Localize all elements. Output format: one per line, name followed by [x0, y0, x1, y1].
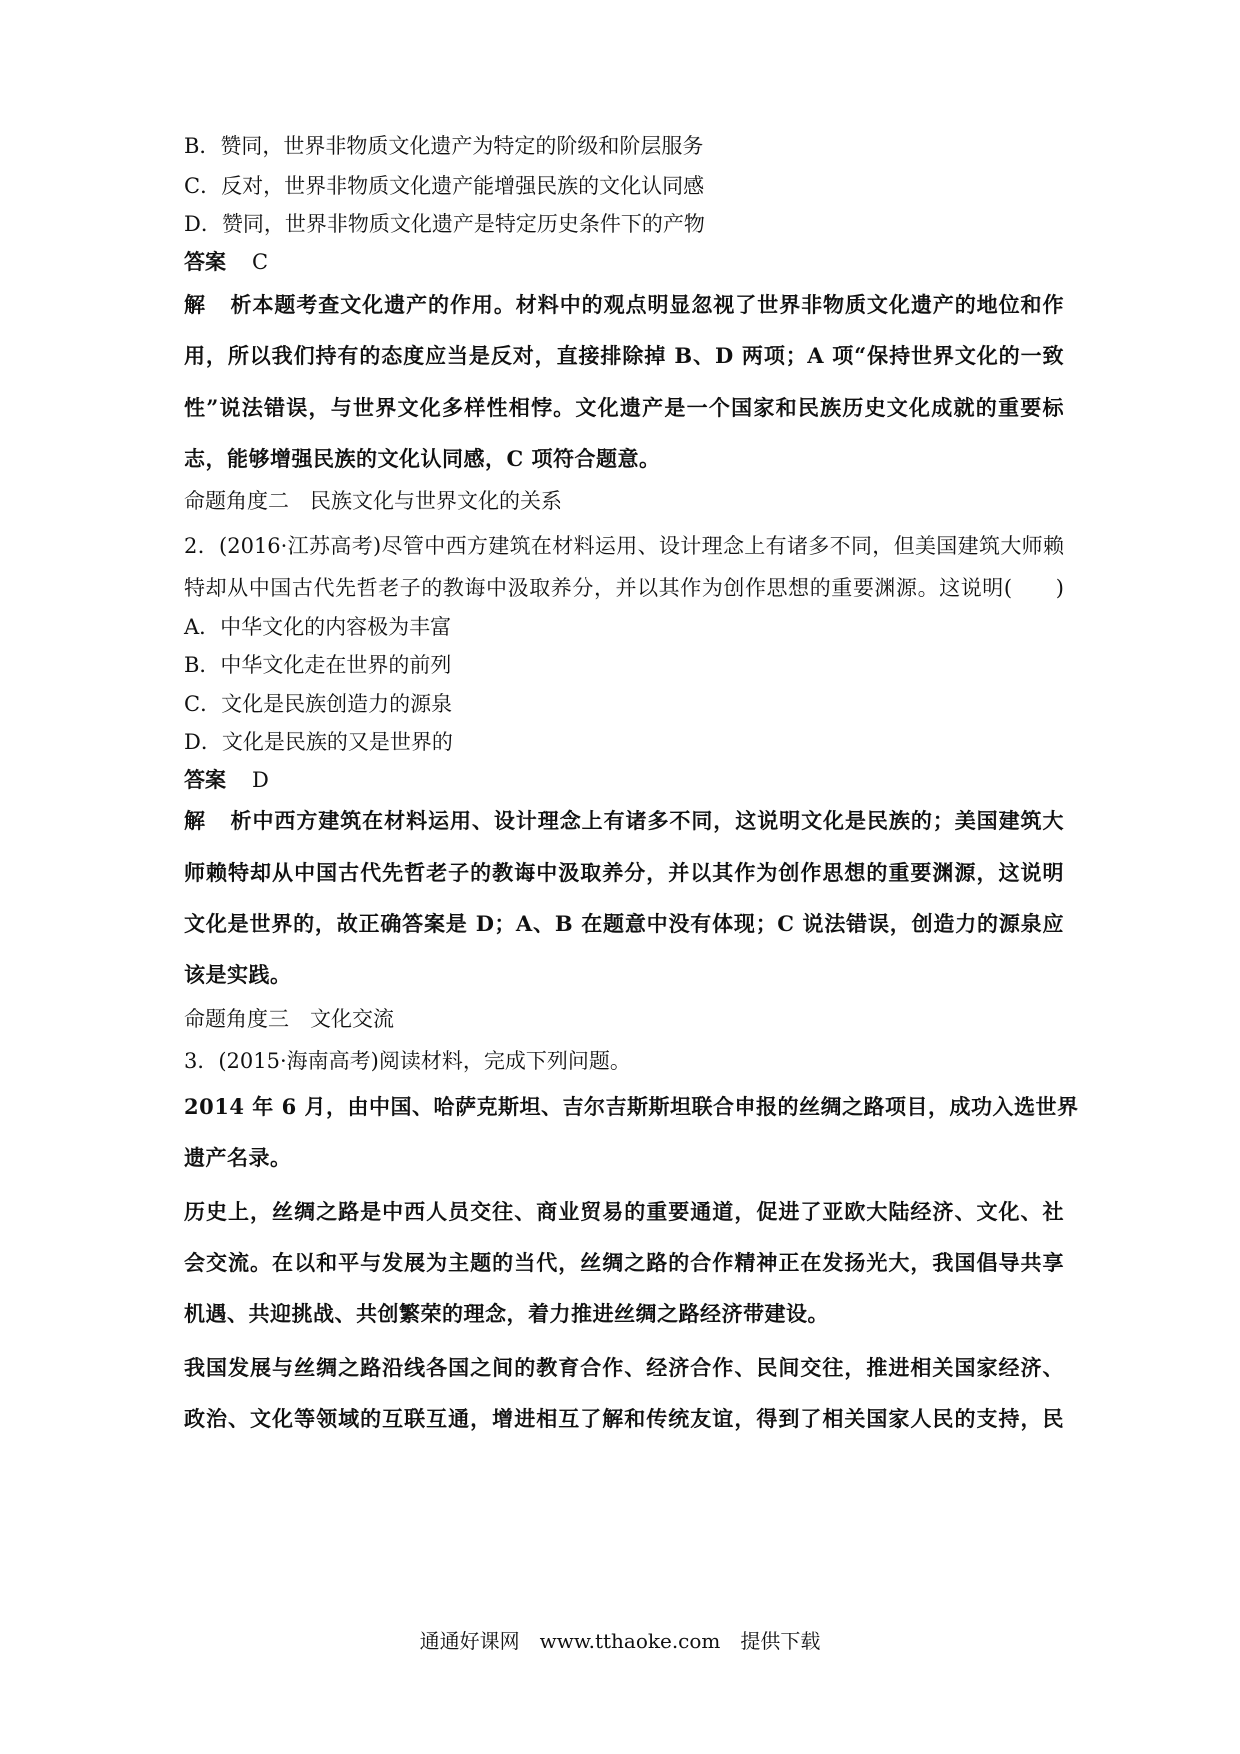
analysis-text-line: 文化是世界的，故正确答案是 D；A、B 在题意中没有体现；C 说法错误，创造力的源泉应 [184, 911, 1064, 936]
q2-answer [184, 765, 1064, 795]
q1-analysis [184, 290, 1064, 320]
q1-answer [184, 247, 1064, 277]
section-heading-angle-3: 命题角度三 文化交流 [184, 1007, 394, 1031]
analysis-text-line: 本题考查文化遗产的作用。材料中的观点明显忽视了世界非物质文化遗产的地位和作 [252, 292, 1064, 317]
section-heading-angle-2: 命题角度二 民族文化与世界文化的关系 [184, 489, 562, 513]
answer-value: C [252, 250, 269, 274]
page-footer: 通通好课网 www.tthaoke.com 提供下载 [419, 1629, 821, 1653]
q3-material-line: 机遇、共迎挑战、共创繁荣的理念，着力推进丝绸之路经济带建设。 [184, 1301, 829, 1326]
q2-option-d: D．文化是民族的又是世界的 [184, 730, 453, 754]
answer-label: 答案 [184, 249, 226, 274]
analysis-text-line: 志，能够增强民族的文化认同感，C 项符合题意。 [184, 446, 661, 471]
q3-stem: 3．(2015·海南高考)阅读材料，完成下列问题。 [184, 1049, 631, 1073]
q3-material-line: 遗产名录。 [184, 1145, 292, 1170]
q3-material-line: 会交流。在以和平与发展为主题的当代，丝绸之路的合作精神正在发扬光大，我国倡导共享 [184, 1250, 1064, 1275]
answer-label: 答案 [184, 767, 226, 792]
q2-stem-line: 特却从中国古代先哲老子的教诲中汲取养分，并以其作为创作思想的重要渊源。这说明( ) [184, 576, 1064, 600]
q1-option-b: B．赞同，世界非物质文化遗产为特定的阶级和阶层服务 [184, 134, 704, 158]
q1-option-c: C．反对，世界非物质文化遗产能增强民族的文化认同感 [184, 174, 705, 198]
q3-material-line: 我国发展与丝绸之路沿线各国之间的教育合作、经济合作、民间交往，推进相关国家经济、 [184, 1355, 1064, 1380]
q2-analysis [184, 806, 1064, 836]
q1-option-d: D．赞同，世界非物质文化遗产是特定历史条件下的产物 [184, 212, 705, 236]
analysis-text-line: 师赖特却从中国古代先哲老子的教诲中汲取养分，并以其作为创作思想的重要渊源，这说明 [184, 860, 1064, 885]
analysis-text-line: 用，所以我们持有的态度应当是反对，直接排除掉 B、D 两项；A 项“保持世界文化的一致 [184, 343, 1064, 368]
answer-value: D [252, 768, 269, 792]
q3-material-line: 2014 年 6 月，由中国、哈萨克斯坦、吉尔吉斯斯坦联合申报的丝绸之路项目，成功入选世界 [184, 1094, 1079, 1119]
q3-material-line: 历史上，丝绸之路是中西人员交往、商业贸易的重要通道，促进了亚欧大陆经济、文化、社 [184, 1199, 1064, 1224]
analysis-text-line: 中西方建筑在材料运用、设计理念上有诸多不同，这说明文化是民族的；美国建筑大 [252, 808, 1064, 833]
q3-material-line: 政治、文化等领域的互联互通，增进相互了解和传统友谊，得到了相关国家人民的支持，民 [184, 1406, 1064, 1431]
analysis-label: 解析 [184, 808, 252, 833]
q2-option-c: C．文化是民族创造力的源泉 [184, 692, 453, 716]
q2-option-a: A．中华文化的内容极为丰富 [184, 615, 452, 639]
analysis-text-line: 性”说法错误，与世界文化多样性相悖。文化遗产是一个国家和民族历史文化成就的重要标 [184, 395, 1064, 420]
analysis-label: 解析 [184, 292, 252, 317]
q2-option-b: B．中华文化走在世界的前列 [184, 653, 452, 677]
analysis-text-line: 该是实践。 [184, 962, 292, 987]
q2-stem-line: 2．(2016·江苏高考)尽管中西方建筑在材料运用、设计理念上有诸多不同，但美国建筑大师赖 [184, 534, 1064, 558]
